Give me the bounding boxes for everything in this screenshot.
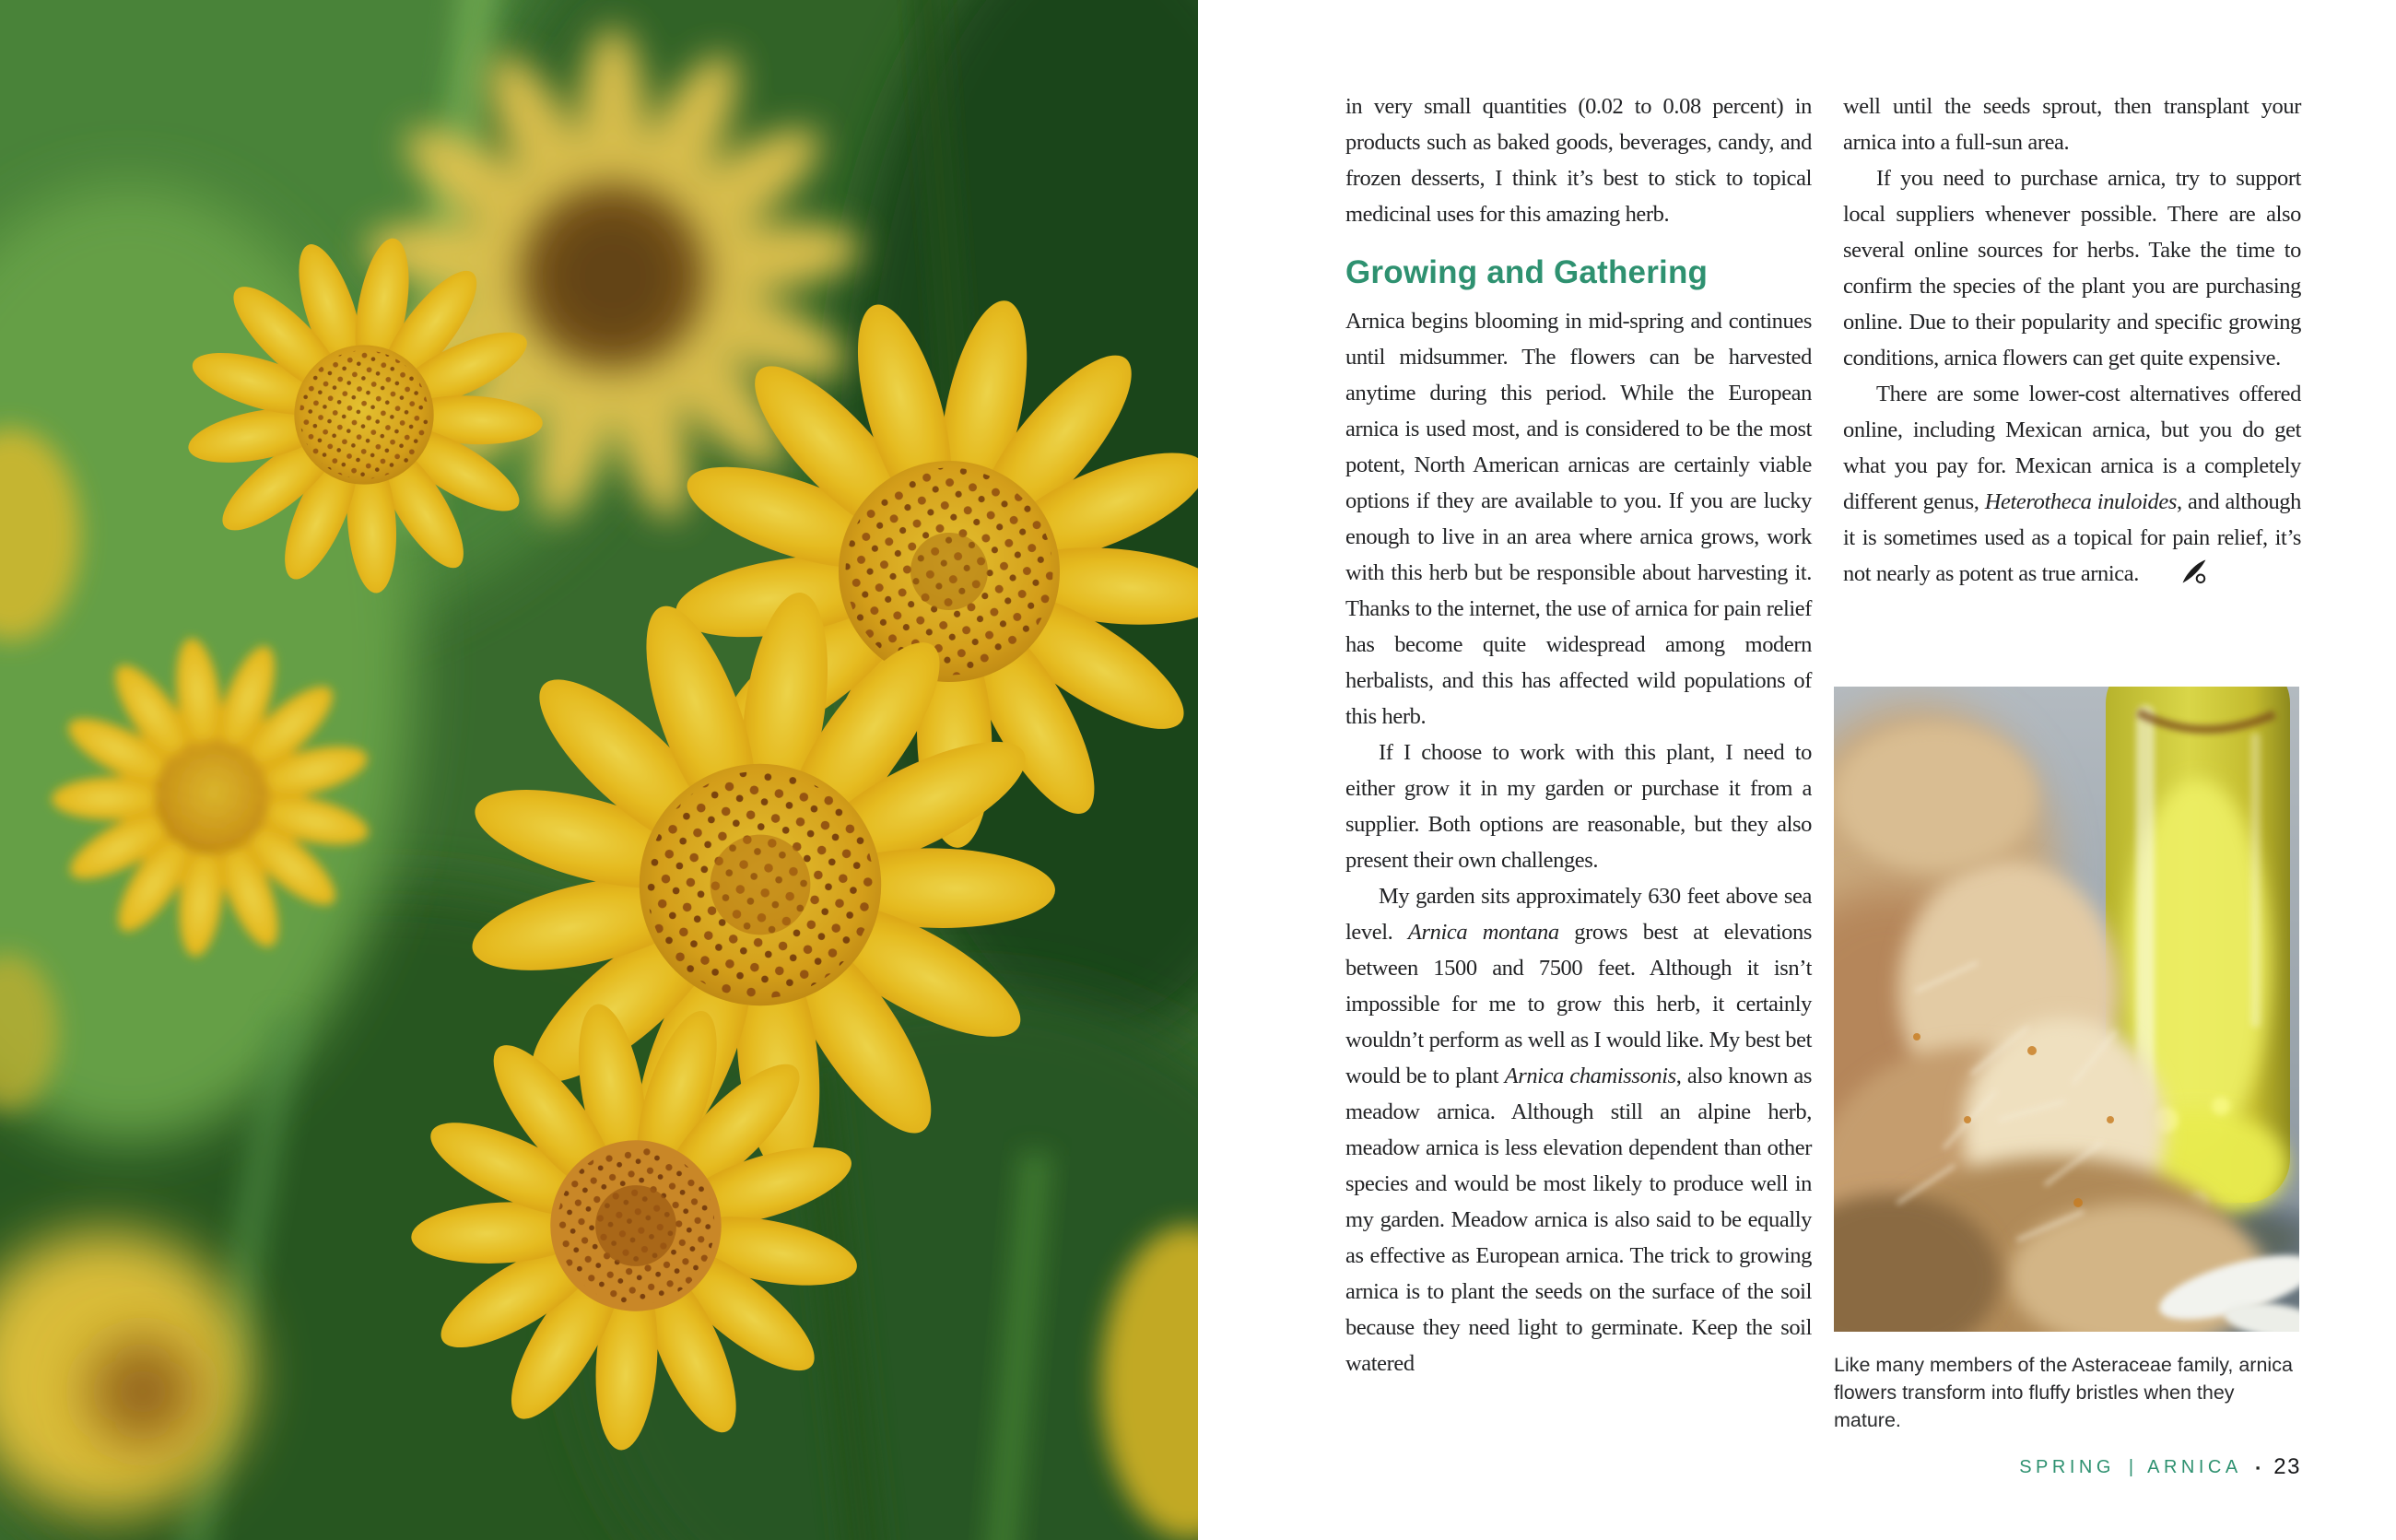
section-heading: Growing and Gathering xyxy=(1345,254,1709,290)
text-column-2 xyxy=(1843,88,2301,595)
body-paragraph: If you need to purchase arnica, try to support local suppliers whenever possible. There are also several online sources for herbs. Take the time to confirm the species of the plant you are purchasing online. Due to their popularity and specific growing conditions, arnica flowers can get quite expensive. xyxy=(1843,166,2301,370)
body-paragraph: in very small quantities (0.02 to 0.08 percent) in products such as baked goods, beverages, candy, and frozen desserts, I think it’s best to stick to topical medicinal uses for this amazing herb. xyxy=(1345,94,1812,227)
text-page xyxy=(1198,0,2396,1540)
body-paragraph: well until the seeds sprout, then transplant your arnica into a full-sun area. xyxy=(1843,94,2301,155)
body-paragraph: If I choose to work with this plant, I need to either grow it in my garden or purchase it from a supplier. Both options are reasonable, but they also present their own challenges. xyxy=(1345,740,1812,873)
footer-page-number: 23 xyxy=(2273,1454,2301,1479)
footer-chapter: ARNICA xyxy=(2147,1456,2242,1477)
dried-arnica-figure xyxy=(1834,687,2299,1332)
paragraph-text: There are some lower-cost alternatives offered online, including Mexican arnica, but you do get what you pay for. Mexican arnica is a completely different genus, Heterotheca inuloides, and although it is sometimes used as a topical for pain relief, it’s not nearly as potent as true arnica. xyxy=(1843,382,2301,586)
leaf-dingbat-icon xyxy=(2148,558,2207,595)
footer-season: SPRING xyxy=(2019,1456,2115,1477)
body-paragraph: My garden sits approximately 630 feet above sea level. Arnica montana grows best at elevations between 1500 and 7500 feet. Although it isn’t impossible for me to grow this herb, it certainly wouldn’t perform as well as I would like. My best bet would be to plant Arnica chamissonis, also known as meadow arnica. Although still an alpine herb, meadow arnica is less elevation dependent than other species and would be most likely to produce well in my garden. Meadow arnica is also said to be equally as effective as European arnica. The trick to growing arnica is to plant the seeds on the surface of the soil because they need light to germinate. Keep the soil watered xyxy=(1345,884,1812,1376)
body-paragraph: Arnica begins blooming in mid-spring and continues until midsummer. The flowers can be harvested anytime during this period. While the European arnica is used most, and is considered to be the most potent, North American arnicas are certainly viable options if they are available to you. If you are lucky enough to live in an area where arnica grows, work with this herb but be responsible about harvesting it. Thanks to the internet, the use of arnica for pain relief has become quite widespread among modern herbalists, and this has affected wild populations of this herb. xyxy=(1345,309,1812,729)
footer-separator: | xyxy=(2128,1456,2134,1477)
photo-caption: Like many members of the Asteraceae family, arnica flowers transform into fluffy bristles when they mature. xyxy=(1834,1354,2293,1431)
page-footer xyxy=(2019,1454,2301,1480)
footer-bullet-icon: ▪ xyxy=(2255,1460,2261,1475)
body-paragraph xyxy=(1843,376,2301,595)
text-column-1 xyxy=(1345,88,1812,1381)
dried-arnica-oil-photo xyxy=(1834,687,2299,1332)
